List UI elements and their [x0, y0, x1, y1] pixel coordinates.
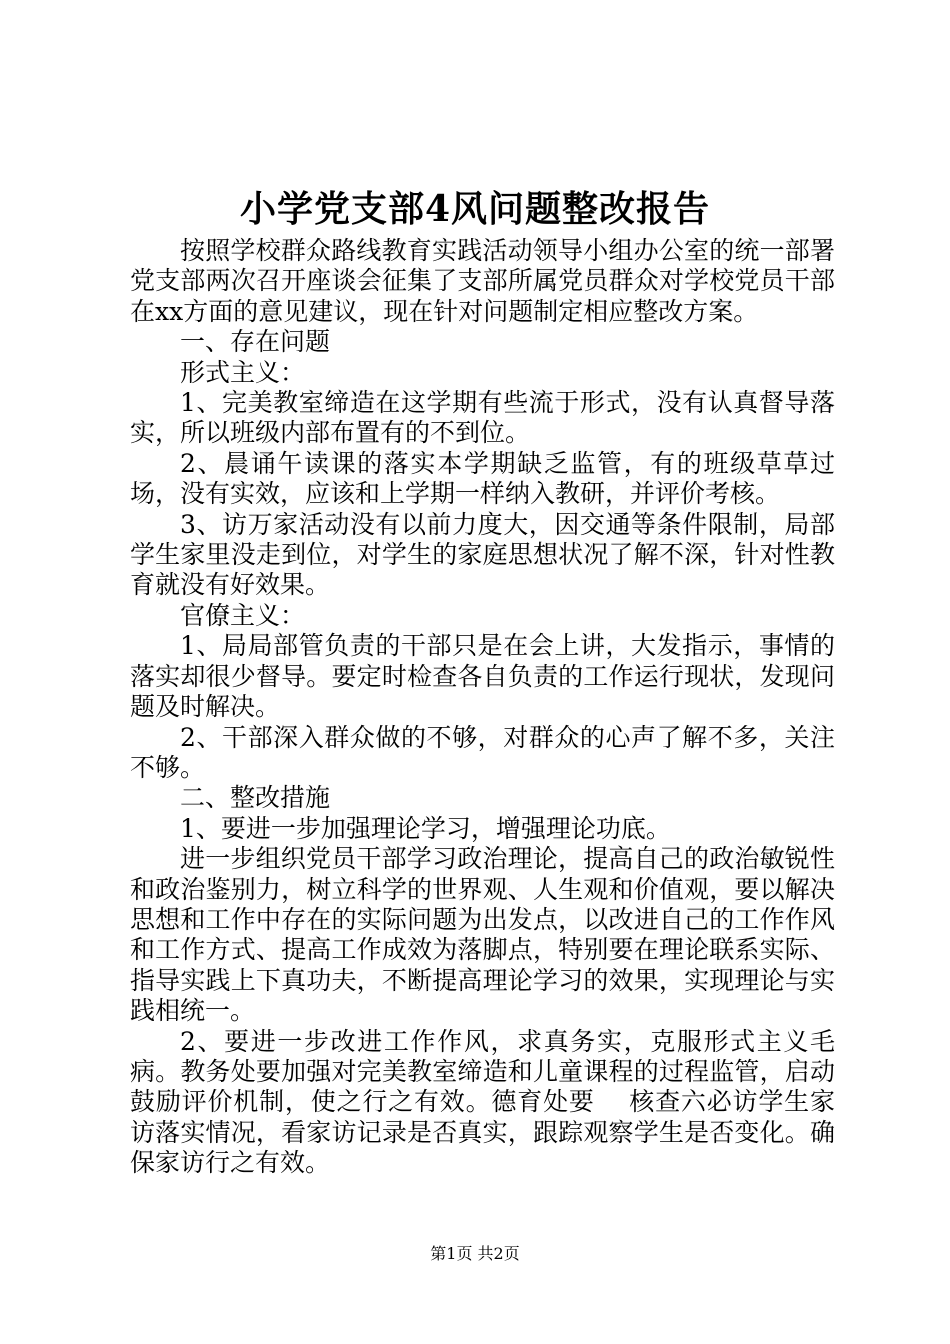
paragraph-bureaucratism-2: 2、干部深入群众做的不够，对群众的心声了解不多，关注不够。	[130, 722, 835, 782]
section-heading-measures: 二、整改措施	[180, 783, 331, 813]
paragraph-formalism-3: 3、访万家活动没有以前力度大，因交通等条件限制，局部学生家里没走到位，对学生的家庭思想状况了解不深，针对性教育就没有好效果。	[130, 509, 835, 600]
paragraph-bureaucratism-1: 1、局局部管负责的干部只是在会上讲，大发指示，事情的落实却很少督导。要定时检查各自负责的工作运行现状，发现问题及时解决。	[130, 631, 835, 722]
paragraph-measure-2: 2、要进一步改进工作作风，求真务实，克服形式主义毛病。教务处要加强对完美教室缔造和儿童课程的过程监管，启动鼓励评价机制，使之行之有效。德育处要 核查六必访学生家访落实情况，看家访记录是否真实，跟踪观察学生是否变化。确保家访行之有效。	[130, 1026, 835, 1178]
document-body	[130, 236, 835, 1179]
section-heading-problems: 一、存在问题	[180, 327, 331, 357]
page-footer: 第1页 共2页	[430, 1244, 520, 1263]
subheading-formalism: 形式主义：	[180, 357, 306, 387]
subheading-bureaucratism: 官僚主义：	[180, 600, 306, 630]
document-title: 小学党支部4风问题整改报告	[239, 188, 711, 230]
paragraph-measure-1: 1、要进一步加强理论学习，增强理论功底。	[180, 813, 671, 843]
paragraph-measure-1-detail: 进一步组织党员干部学习政治理论，提高自己的政治敏锐性和政治鉴别力，树立科学的世界观、人生观和价值观，要以解决思想和工作中存在的实际问题为出发点，以改进自己的工作作风和工作方式、提高工作成效为落脚点，特别要在理论联系实际、指导实践上下真功夫，不断提高理论学习的效果，实现理论与实践相统一。	[130, 844, 835, 1026]
paragraph-intro: 按照学校群众路线教育实践活动领导小组办公室的统一部署党支部两次召开座谈会征集了支部所属党员群众对学校党员干部在xx方面的意见建议，现在针对问题制定相应整改方案。	[130, 236, 835, 326]
paragraph-formalism-1: 1、完美教室缔造在这学期有些流于形式，没有认真督导落实，所以班级内部布置有的不到位。	[130, 388, 835, 448]
paragraph-formalism-2: 2、晨诵午读课的落实本学期缺乏监管，有的班级草草过场，没有实效，应该和上学期一样纳入教研，并评价考核。	[130, 448, 835, 509]
